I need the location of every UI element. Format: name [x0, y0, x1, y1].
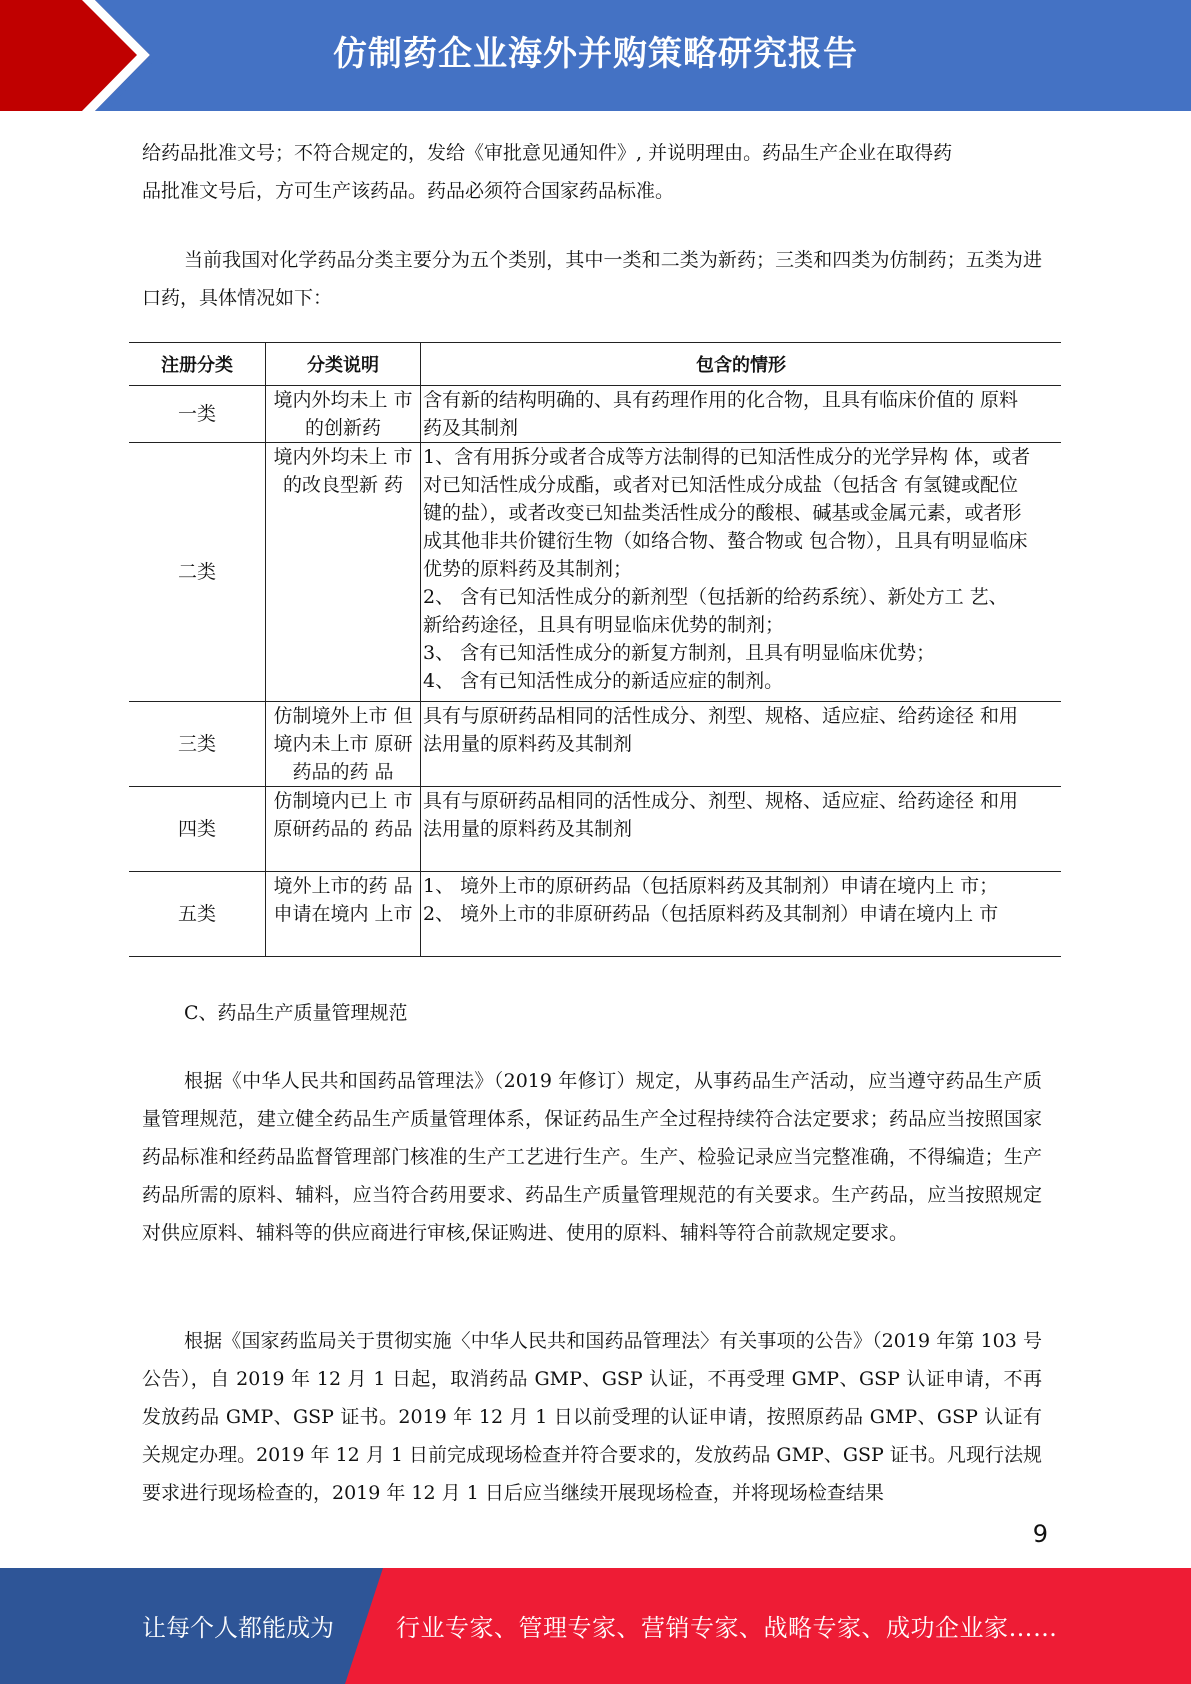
row-content [421, 872, 1062, 957]
content-line: 对已知活性成分成酯，或者对已知活性成分成盐（包括含 有氢键或配位 [423, 474, 1019, 496]
row-description [266, 386, 421, 443]
row-category: 一类 [129, 386, 266, 443]
desc-line: 仿制境内已上 市 [273, 790, 413, 812]
content-line: 1、 境外上市的原研药品（包括原料药及其制剂）申请在境内上 市； [423, 875, 999, 897]
footer-slogan-left: 让每个人都能成为 [142, 1614, 334, 1642]
desc-line: 的改良型新 药 [282, 474, 404, 496]
paragraph-4: 根据《国家药监局关于贯彻实施〈中华人民共和国药品管理法〉有关事项的公告》（2019 年第 103 号公告），自 2019 年 12 月 1 日起，取消药品 GMP、GSP 认证，不再受理 GMP、GSP 认证申请，不再发放药品 GMP、GSP 证书。2019 年 12 月 1 日以前受理的认证申请，按照原药品 GMP、GSP 认证有关规定办理。2019 年 12 月 1 日前完成现场检查并符合要求的，发放药品 GMP、GSP 证书。凡现行法规要求进行现场检查的，2019 年 12 月 1 日后应当继续开展现场检查，并将现场检查结果 [142, 1330, 1042, 1504]
content-line: 成其他非共价键衍生物（如络合物、螯合物或 包合物），且具有明显临床 [423, 530, 1028, 552]
content-line: 法用量的原料药及其制剂 [423, 818, 633, 840]
content-line: 新给药途径，且具有明显临床优势的制剂； [423, 614, 785, 636]
row-category: 三类 [129, 702, 266, 787]
content-line: 具有与原研药品相同的活性成分、剂型、规格、适应症、给药途径 和用 [423, 705, 1019, 727]
content-line: 3、 含有已知活性成分的新复方制剂，且具有明显临床优势； [423, 642, 936, 664]
row-content [421, 443, 1062, 702]
row-content [421, 386, 1062, 443]
row-description [266, 443, 421, 702]
row-category: 四类 [129, 787, 266, 872]
paragraph-1-line-1: 给药品批准文号；不符合规定的，发给《审批意见通知件》, 并说明理由。药品生产企业在取得药 [142, 142, 953, 164]
table-header-row [129, 343, 1061, 386]
desc-line: 药品的药 品 [292, 761, 394, 783]
desc-line: 境内外均未上 市 [273, 446, 413, 468]
table-row [129, 386, 1061, 443]
page-footer [0, 1568, 1191, 1684]
paragraph-1 [142, 134, 1042, 210]
desc-line: 仿制境外上市 但 [273, 705, 413, 727]
content-line: 键的盐），或者改变已知盐类活性成分的酸根、碱基或金属元素，或者形 [423, 502, 1022, 524]
header-included-cases: 包含的情形 [421, 343, 1062, 386]
footer-slogan-right: 行业专家、管理专家、营销专家、战略专家、成功企业家…… [396, 1614, 1058, 1642]
content-line: 1、含有用拆分或者合成等方法制得的已知活性成分的光学异构 体，或者 [423, 446, 1031, 468]
table-row [129, 702, 1061, 787]
report-title: 仿制药企业海外并购策略研究报告 [333, 34, 858, 74]
content-line: 具有与原研药品相同的活性成分、剂型、规格、适应症、给药途径 和用 [423, 790, 1019, 812]
row-category: 五类 [129, 872, 266, 957]
header-category-description: 分类说明 [266, 343, 421, 386]
content-line: 药及其制剂 [423, 417, 519, 439]
desc-line: 的创新药 [304, 417, 381, 439]
content-line: 4、 含有已知活性成分的新适应症的制剂。 [423, 670, 784, 692]
row-content [421, 787, 1062, 872]
content-line: 优势的原料药及其制剂； [423, 558, 633, 580]
desc-line: 境外上市的药 品 [273, 875, 413, 897]
drug-classification-table [129, 342, 1061, 957]
desc-line: 申请在境内 上市 [273, 903, 413, 925]
content-line: 法用量的原料药及其制剂 [423, 733, 633, 755]
desc-line: 境内未上市 原研 [273, 733, 413, 755]
header-registration-category: 注册分类 [129, 343, 266, 386]
row-description [266, 787, 421, 872]
page-number: 9 [1032, 1520, 1048, 1548]
table-row [129, 443, 1061, 702]
table-row [129, 787, 1061, 872]
paragraph-3: 根据《中华人民共和国药品管理法》（2019 年修订）规定，从事药品生产活动，应当遵守药品生产质量管理规范，建立健全药品生产质量管理体系，保证药品生产全过程持续符合法定要求；药品应当按照国家药品标准和经药品监督管理部门核准的生产工艺进行生产。生产、检验记录应当完整准确，不得编造；生产药品所需的原料、辅料，应当符合药用要求、药品生产质量管理规范的有关要求。生产药品，应当按照规定对供应原料、辅料等的供应商进行审核,保证购进、使用的原料、辅料等符合前款规定要求。 [142, 1070, 1042, 1244]
row-description [266, 702, 421, 787]
content-line: 2、 境外上市的非原研药品（包括原料药及其制剂）申请在境内上 市 [423, 903, 999, 925]
content-line: 含有新的结构明确的、具有药理作用的化合物，且具有临床价值的 原料 [423, 389, 1019, 411]
paragraph-1-line-2: 品批准文号后，方可生产该药品。药品必须符合国家药品标准。 [142, 180, 675, 202]
desc-line: 境内外均未上 市 [273, 389, 413, 411]
paragraph-2: 当前我国对化学药品分类主要分为五个类别，其中一类和二类为新药；三类和四类为仿制药；五类为进口药，具体情况如下： [142, 249, 1042, 309]
table-row [129, 872, 1061, 957]
page-header [0, 0, 1191, 111]
section-c-heading: C、药品生产质量管理规范 [184, 1002, 408, 1024]
row-description [266, 872, 421, 957]
desc-line: 原研药品的 药品 [273, 818, 413, 840]
row-category: 二类 [129, 443, 266, 702]
row-content [421, 702, 1062, 787]
content-line: 2、 含有已知活性成分的新剂型（包括新的给药系统）、新处方工 艺、 [423, 586, 1008, 608]
